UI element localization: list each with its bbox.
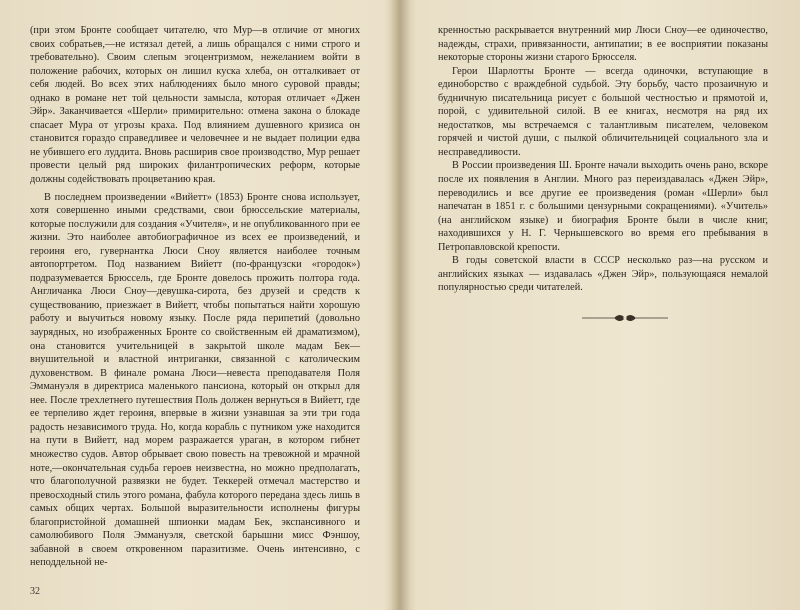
right-paragraph-3: В России произведения Ш. Бронте начали выходить очень рано, вскоре после их появления в Англии. Много раз переиздавалась «Джен Эйр», переводились и все другие ее произведения (роман «Шерли» был напечатан в 1851 г. с большими цензурными сокращениями). «Учитель» (на английском языке) и биография Бронте были в числе книг, находившихся у Н. Г. Чернышевского во время его пребывания в Петропавловской крепости. — [438, 160, 768, 253]
right-page — [438, 24, 768, 295]
left-paragraph-1: (при этом Бронте сообщает читателю, что Мур—в отличие от многих своих собратьев,—не истязал детей, а лишь обращался с ними строго и требовательно). Своим слепым эгоцентризмом, нежеланием войти в положение рабочих, которых он лишил куска хлеба, он отталкивает от себя людей. Во всех этих наблюдениях было много суровой правды; однако в романе нет той цельности замысла, которая отличает «Джен Эйр». Заканчивается «Шерли» примирительно: отмена закона о блокаде спасает Мура от угрозы краха. Под влиянием душевного кризиса он становится гораздо справедливее и человечнее и не выдает полиции едва не убившего его луддита. Вновь расширив свое производство, Мур решает провести целый ряд широких филантропических реформ, которые должны содействовать процветанию края. — [30, 25, 360, 186]
left-paragraph-2: В последнем произведении «Вийетт» (1853) Бронте снова использует, хотя совершенно иными средствами, свои брюссельские материалы, которые послужили для создания «Учителя», и не опубликованного при ее жизни. Это наиболее автобиографичное из всех ее произведений, и героиня его, гувернантка Люси Сноу является наиболее точным автопортретом. Под названием Вийетт (по-французски «городок») подразумевается Брюссель, где Бронте довелось прожить полтора года. Англичанка Люси Сноу—девушка-сирота, без друзей и средств к существованию, приезжает в Вийетт, чтобы попытаться найти хорошую работу и выучиться новому языку. После ряда перипетий (довольно заурядных, но изображенных Бронте со свойственным ей драматизмом), она становится учительницей в закрытой школе мадам Бек—внушительной и властной интриганки, связанной с католическим духовенством. В финале романа Люси—невеста преподавателя Поля Эммануэля в директриса маленького пансиона, который он открыл для нее. После трехлетнего путешествия Поль должен вернуться в Вийетт, где ее терпеливо ждет героиня, впервые в жизни узнавшая за эти три года радость независимого труда. Но, когда корабль с путником уже находится на пути в Вийетт, над морем разражается ураган, в котором гибнет множество судов. Автор обрывает свою повесть на тревожной и мрачной ноте,—окончательная судьба героев неизвестна, но можно предполагать, что благополучной развязки не будет. Теккерей отмечал мастерство и превосходный стиль этого романа, фабула которого передана здесь лишь в самых общих чертах. Большой выразительности исполнены фигуры благопристойной домашней шпионки мадам Бек, экспансивного и самолюбивого Поля Эммануэля, светской барышни мисс Фэншоу, забавной в своем откровенном паразитизме. Очень интенсивно, с неподдельной не- — [30, 191, 360, 569]
left-page — [30, 24, 360, 570]
page-number: 32 — [30, 586, 40, 597]
book-gutter — [390, 0, 410, 610]
right-paragraph-1: кренностью раскрывается внутренний мир Люси Сноу—ее одиночество, надежды, страхи, привязанности, антипатии; в ее восприятии показаны некоторые стороны жизни старого Брюсселя. — [438, 25, 768, 64]
right-paragraph-2: Герои Шарлотты Бронте — всегда одиночки, вступающие в единоборство с враждебной судьбой. Эту борьбу, часто прозаичную и будничную писательница рисует с большой честностью и прямотой и, порой, с удивительной силой. В ее книгах, несмотря на ряд их недостатков, мы встречаемся с талантливым писателем, человеком горячей и чистой души, с пылкой обличительницей социального зла и несправедливости. — [438, 65, 768, 158]
ornament-divider-icon — [580, 311, 670, 325]
right-paragraph-4: В годы советской власти в СССР несколько раз—на русском и английских языках — издавалась «Джен Эйр», пользующаяся немалой популярностью среди читателей. — [438, 255, 768, 294]
